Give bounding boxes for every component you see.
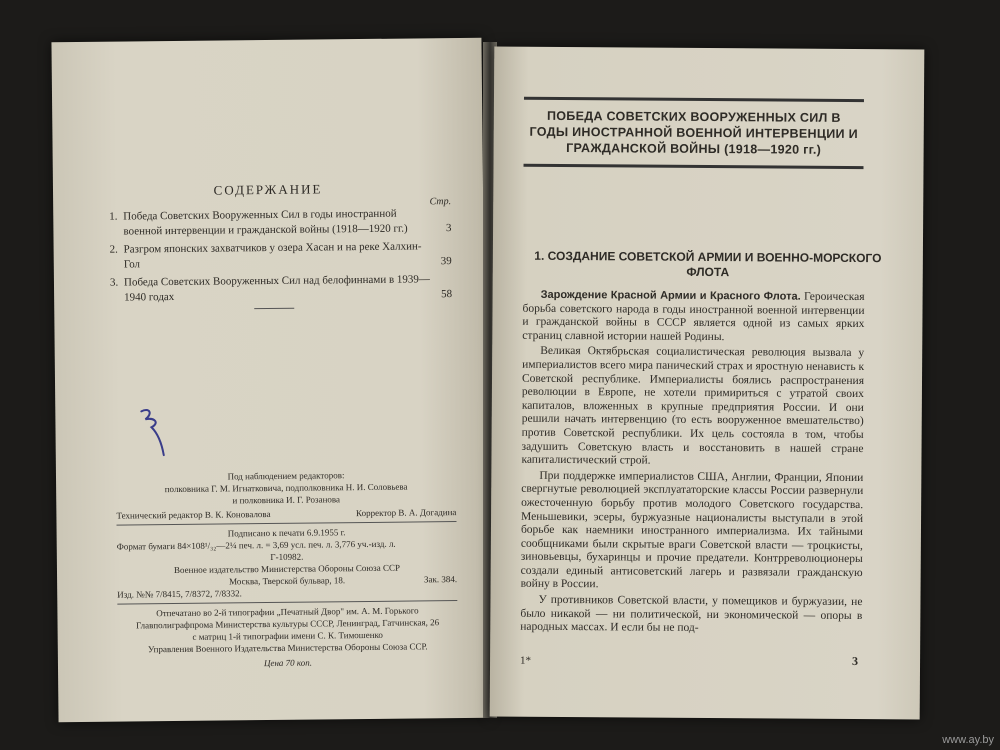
imprint-printed-line: Управления Военного Издательства Министерства Обороны Союза ССР. (147, 641, 428, 655)
imprint-corrector: Корректор В. А. Догадина (355, 507, 457, 519)
toc-item (109, 206, 451, 240)
chapter-title: ПОБЕДА СОВЕТСКИХ ВООРУЖЕННЫХ СИЛ В ГОДЫ ИНОСТРАННОЙ ВОЕННОЙ ИНТЕРВЕНЦИИ И ГРАЖДАНСКОЙ ВОЙНЫ (1918—1920 гг.) (524, 97, 864, 169)
paragraph-lead: Зарождение Красной Армии и Красного Флота. (540, 288, 801, 303)
paragraph: При поддержке империалистов США, Англии, Франции, Японии свергнутые революцией эксплуататорские классы России развернули ожесточенную борьбу против молодого Советского государства. Меньшевики, эсеры, буржуазные националисты выступали в этой борьбе как наемники иностранного империализма. Их тайными сообщниками были скрытые враги Советской власти — троцкисты, зиновьевцы, бухаринцы и прочие предатели. Контрреволюционеры создали единый антисоветский лагерь и развязали гражданскую войну в России. (520, 469, 864, 591)
imprint-tech-editor: Технический редактор В. К. Коновалова (116, 509, 271, 521)
paragraph (522, 289, 864, 346)
toc-item-number: 1. (109, 210, 118, 223)
toc-item-number: 3. (109, 276, 119, 289)
toc-page-header: Стр. (429, 196, 452, 208)
imprint-editors-line: и полковника И. Г. Розанова (232, 494, 341, 506)
imprint-editors-line: полковника Г. М. Игнатковича, подполковника Н. И. Соловьева (164, 481, 408, 495)
toc-item-text: Победа Советских Вооруженных Сил в годы иностранной военной интервенции и гражданской войны (1918—1920 гг.) (123, 207, 408, 238)
toc-item-text: Разгром японских захватчиков у озера Хасан и на реке Халхин-Гол (123, 240, 422, 271)
right-page (490, 47, 925, 720)
paragraph: Великая Октябрьская социалистическая революция вызвала у империалистов всего мира панический страх и яростную ненависть к Советской республике. Империалисты боялись распространения революции в Европе, не хотели примириться с утратой своих капиталов, вложенных в крупные предприятия России. И они решили начать интервенцию (то есть вооруженное вмешательство) против Советской республики. Их цель состояла в том, чтобы задушить Советскую власть и восстановить в нашей стране капиталистический строй. (521, 345, 865, 467)
imprint-order: Зак. 384. (423, 574, 458, 585)
toc-list (109, 206, 452, 309)
page-number: 3 (852, 654, 859, 669)
imprint-printed-line: Главполиграфпрома Министерства культуры СССР, Ленинград, Гатчинская, 26 (135, 617, 440, 631)
imprint-format: Формат бумаги 84×108¹/₃₂—2¼ печ. л. = 3,69 усл. печ. л. 3,776 уч.-изд. л. (116, 538, 396, 552)
toc-item-number: 2. (109, 243, 118, 256)
toc-item-page: 3 (445, 222, 452, 235)
imprint-publisher: Военное издательство Министерства Обороны Союза ССР (173, 562, 400, 576)
paragraph-text: Героическая борьба советского народа в годы иностранной военной интервенции и гражданской войны в СССР является одной из самых ярких страниц славной истории нашей Родины. (522, 290, 865, 343)
toc-divider (254, 308, 294, 309)
toc-item-page: 39 (440, 255, 452, 268)
imprint-address: Москва, Тверской бульвар, 18. (229, 575, 346, 587)
imprint-signed: Подписано к печати 6.9.1955 г. (227, 527, 346, 539)
footer-signature-mark: 1* (520, 654, 532, 667)
paragraph: У противников Советской власти, у помещиков и буржуазии, не было никакой — ни политической, ни экономической — опоры в народных массах. И если бы не под- (520, 593, 863, 635)
imprint-izd: Изд. №№ 7/8415, 7/8372, 7/8332. (117, 588, 242, 600)
watermark: www.ay.by (942, 734, 994, 746)
section-title: 1. СОЗДАНИЕ СОВЕТСКОЙ АРМИИ И ВОЕННО-МОРСКОГО ФЛОТА (534, 248, 882, 280)
imprint-printed-line: Отпечатано во 2-й типографии „Печатный Двор" им. А. М. Горького (156, 605, 419, 619)
toc-item (110, 239, 452, 273)
toc-item-page: 58 (441, 288, 453, 301)
imprint-price: Цена 70 коп. (263, 657, 313, 669)
imprint-editors-heading: Под наблюдением редакторов: (227, 470, 345, 482)
imprint-staff-row (116, 506, 456, 522)
body-text (520, 289, 864, 639)
imprint-printed-line: с матриц 1-й типографии имени С. К. Тимошенко (192, 629, 383, 642)
toc-item-text: Победа Советских Вооруженных Сил над белофиннами в 1939—1940 годах (123, 273, 430, 304)
toc-item (110, 272, 452, 306)
imprint-block (116, 468, 458, 671)
toc-title: СОДЕРЖАНИЕ (213, 181, 323, 198)
left-page (51, 38, 488, 722)
pen-mark-icon (135, 403, 176, 458)
imprint-g-number: Г-10982. (270, 551, 304, 563)
